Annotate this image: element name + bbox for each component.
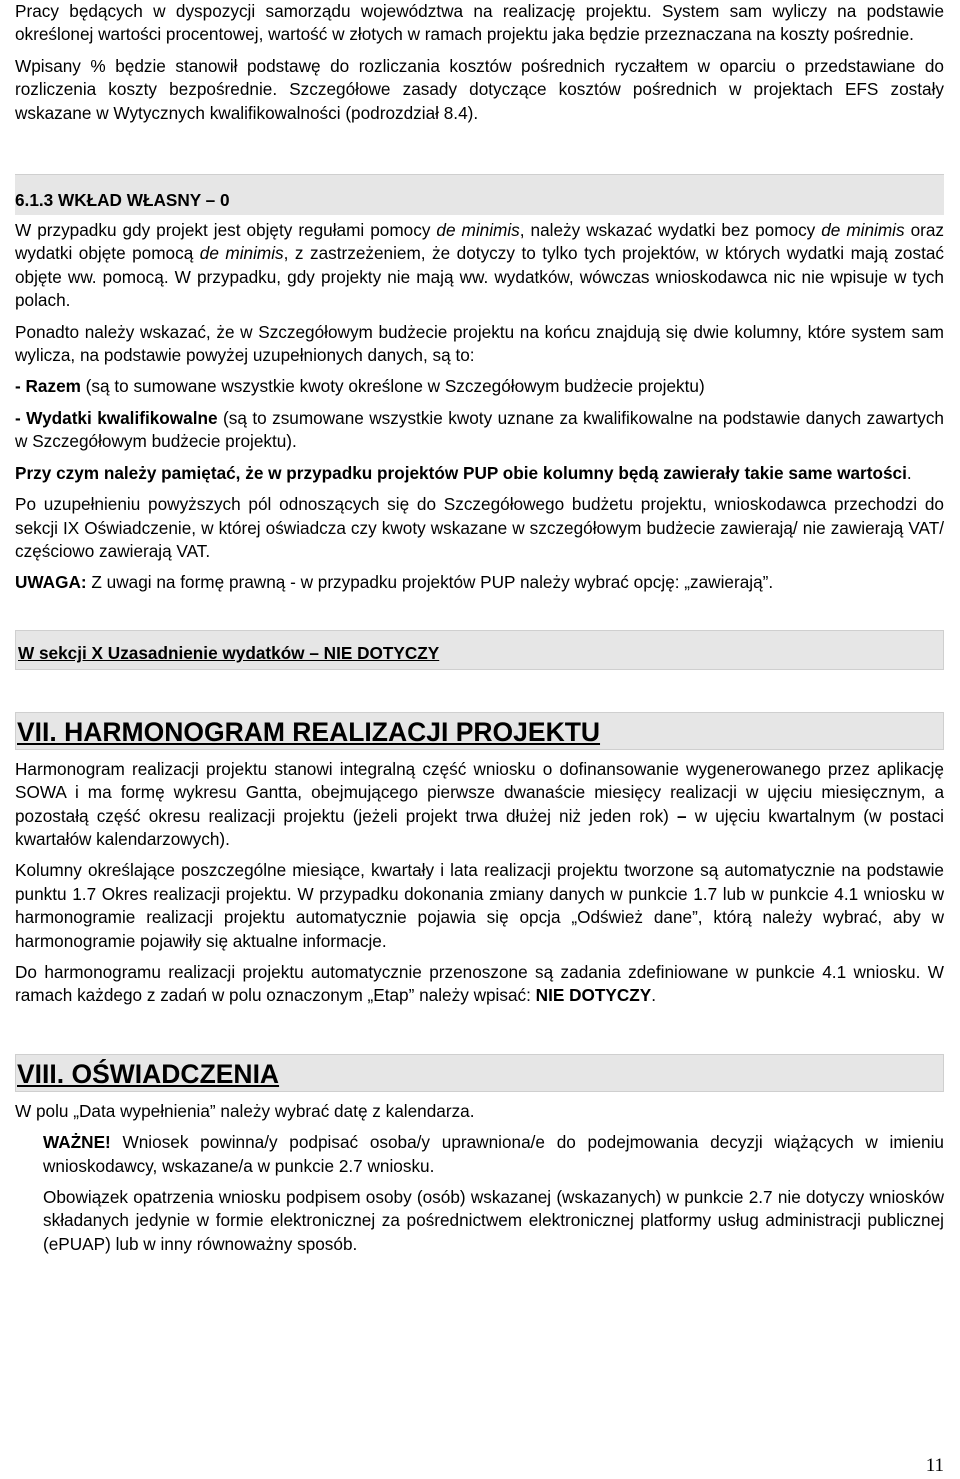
data-wypelnienia-paragraph: W polu „Data wypełnienia” należy wybrać datę z kalendarza. [15,1100,475,1121]
section-x-heading: W sekcji X Uzasadnienie wydatków – NIE DOTYCZY [15,630,944,670]
vat-paragraph: Po uzupełnieniu powyższych pól odnoszących się do Szczegółowego budżetu projektu, wnioskodawca przechodzi do sekcji IX Oświadczenie, w której oświadcza czy kwoty wskazane w szczegółowym budżecie zawierają/ nie zawierają VAT/ częściowo zawierają VAT. [15,494,944,561]
razem-paragraph: - Razem (są to sumowane wszystkie kwoty określone w Szczegółowym budżecie projektu) [15,376,705,397]
wydatki-paragraph: - Wydatki kwalifikowalne (są to zsumowane wszystkie kwoty uznane za kwalifikowalne na podstawie danych zawartych w Szczegółowym budżecie projektu). [15,407,944,452]
intro-paragraph-1: Pracy będących w dyspozycji samorządu województwa na realizację projektu. System sam wyliczy na podstawie określonej wartości procentowej, wartość w złotych w ramach projektu jaka będzie przeznaczana na koszty pośrednie. [15,1,944,45]
epuap-paragraph: Obowiązek opatrzenia wniosku podpisem osoby (osób) wskazanej (wskazanych) w punkcie 2.7 nie dotyczy wniosków składanych jedynie w formie elektronicznej za pośrednictwem elektronicznej platformy usług administracji publicznej (ePUAP) lub w inny równoważny sposób. [43,1187,944,1254]
pup-note-paragraph: Przy czym należy pamiętać, że w przypadku projektów PUP obie kolumny będą zawierały takie same wartości. [15,462,912,483]
harmonogram-paragraph-1: Harmonogram realizacji projektu stanowi integralną część wniosku o dofinansowanie wygenerowanego przez aplikację SOWA i ma formę wykresu Gantta, obejmującego pierwsze dwanaście miesięcy realizacji w ujęciu miesięcznym, a pozostałą część okresu realizacji projektu (jeżeli projekt trwa dłużej niż jeden rok) – w ujęciu kwartalnym (w postaci kwartałów kalendarzowych). [15,758,944,849]
section-viii-heading: VIII. OŚWIADCZENIA [15,1054,944,1092]
section-wklad-wlasny [15,174,944,595]
de-minimis-paragraph: W przypadku gdy projekt jest objęty regułami pomocy de minimis, należy wskazać wydatki bez pomocy de minimis oraz wydatki objęte pomocą de minimis, z zastrzeżeniem, że dotyczy to tylko tych projektów, w których wydatki mają zostać objęte ww. pomocą. W przypadku, gdy projekty nie mają ww. wydatków, wówczas wnioskodawca nic nie wpisuje w tych polach. [15,220,945,311]
uwaga-paragraph: UWAGA: Z uwagi na formę prawną - w przypadku projektów PUP należy wybrać opcję: „zawierają”. [15,572,774,593]
intro-paragraph-2: Wpisany % będzie stanowił podstawę do rozliczania kosztów pośrednich ryczałtem w oparciu o przedstawiane do rozliczenia koszty bezpośrednie. Szczegółowe zasady dotyczące kosztów pośrednich w projektach EFS zostały wskazane w Wytycznych kwalifikowalności (podrozdział 8.4). [15,55,944,123]
section-wklad-wlasny-heading: 6.1.3 WKŁAD WŁASNY – 0 [15,190,230,211]
harmonogram-paragraph-2: Kolumny określające poszczególne miesiące, kwartały i lata realizacji projektu tworzone są automatycznie na podstawie punktu 1.7 Okres realizacji projektu. W przypadku dokonania zmiany danych w punkcie 1.7 lub w punkcie 4.1 wniosku w harmonogramie realizacji projektu automatycznie pojawia się opcja „Odśwież dane”, którą należy wybrać, aby w harmonogramie pojawiły się aktualne informacje. [15,860,944,951]
page-number: 11 [925,1454,944,1476]
wazne-paragraph: WAŻNE! Wniosek powinna/y podpisać osoba/y uprawniona/e do podejmowania decyzji wiążących w imieniu wnioskodawcy, wskazane/a w punkcie 2.7 wniosku. [43,1132,944,1176]
section-vii-heading: VII. HARMONOGRAM REALIZACJI PROJEKTU [15,712,944,750]
columns-paragraph: Ponadto należy wskazać, że w Szczegółowym budżecie projektu na końcu znajdują się dwie kolumny, które system sam wylicza, na podstawie powyżej uzupełnionych danych, są to: [15,321,944,366]
harmonogram-paragraph-3: Do harmonogramu realizacji projektu automatycznie przenoszone są zadania zdefiniowane w punkcie 4.1 wniosku. W ramach każdego z zadań w polu oznaczonym „Etap” należy wpisać: NIE DOTYCZY. [15,961,944,1006]
